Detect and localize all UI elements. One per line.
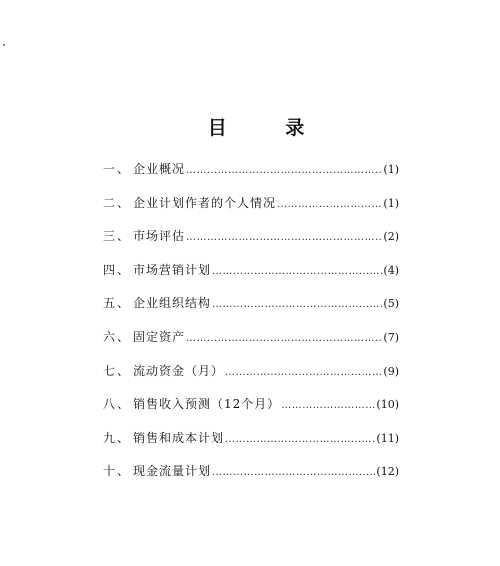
toc-entry-4: [103, 261, 399, 295]
toc-number: 六、: [103, 329, 132, 344]
toc-entry-1: [103, 160, 399, 194]
page-title: 目 录: [207, 117, 331, 139]
toc-entry-10: [103, 462, 399, 496]
toc-label: 流动资金（月）: [133, 363, 225, 378]
toc-page-number: (11): [376, 431, 399, 445]
toc-page-number: (1): [383, 196, 399, 210]
toc-entry-3: [103, 227, 399, 261]
toc-entry-5: [103, 294, 399, 328]
toc-label: 销售收入预测（12个月）: [133, 397, 281, 412]
toc-number: 三、: [103, 229, 132, 244]
toc-page-number: (7): [383, 330, 399, 344]
toc-number: 二、: [103, 195, 132, 210]
toc-entry-9: [103, 429, 399, 463]
toc-label: 企业计划作者的个人情况: [133, 195, 277, 210]
toc-leader: [281, 400, 375, 411]
toc-label: 销售和成本计划: [133, 430, 225, 445]
toc-label: 现金流量计划: [133, 464, 212, 479]
toc-page-number: (10): [376, 398, 399, 412]
toc-page-number: (9): [383, 364, 399, 378]
toc-leader: [212, 266, 382, 277]
toc-number: 十、: [103, 464, 132, 479]
toc-leader: [186, 232, 382, 243]
toc-number: 九、: [103, 430, 132, 445]
toc-leader: [277, 199, 382, 210]
toc-page-number: (1): [383, 163, 399, 176]
toc-leader: [225, 367, 382, 378]
toc-number: 七、: [103, 363, 132, 378]
toc-page-number: (5): [383, 297, 399, 311]
toc-entry-7: [103, 362, 399, 396]
toc-entry-2: [103, 194, 399, 228]
toc-page-number: (2): [383, 230, 399, 244]
toc-entry-6: [103, 328, 399, 362]
toc-entry-8: [103, 395, 399, 429]
table-of-contents: [103, 160, 399, 496]
toc-label: 企业组织结构: [133, 296, 212, 311]
toc-leader: [186, 333, 382, 344]
toc-number: 四、: [103, 262, 132, 277]
toc-page-number: (12): [376, 465, 399, 479]
toc-label: 市场评估: [133, 229, 186, 244]
toc-leader: [212, 467, 375, 478]
toc-label: 市场营销计划: [133, 262, 212, 277]
toc-number: 八、: [103, 397, 132, 412]
toc-number: 一、: [103, 162, 132, 176]
toc-leader: [186, 165, 382, 176]
toc-leader: [225, 434, 375, 445]
toc-leader: [212, 299, 382, 310]
toc-number: 五、: [103, 296, 132, 311]
toc-page-number: (4): [383, 263, 399, 277]
toc-label: 企业概况: [133, 162, 186, 176]
scan-speck: [3, 44, 5, 46]
toc-label: 固定资产: [133, 329, 186, 344]
